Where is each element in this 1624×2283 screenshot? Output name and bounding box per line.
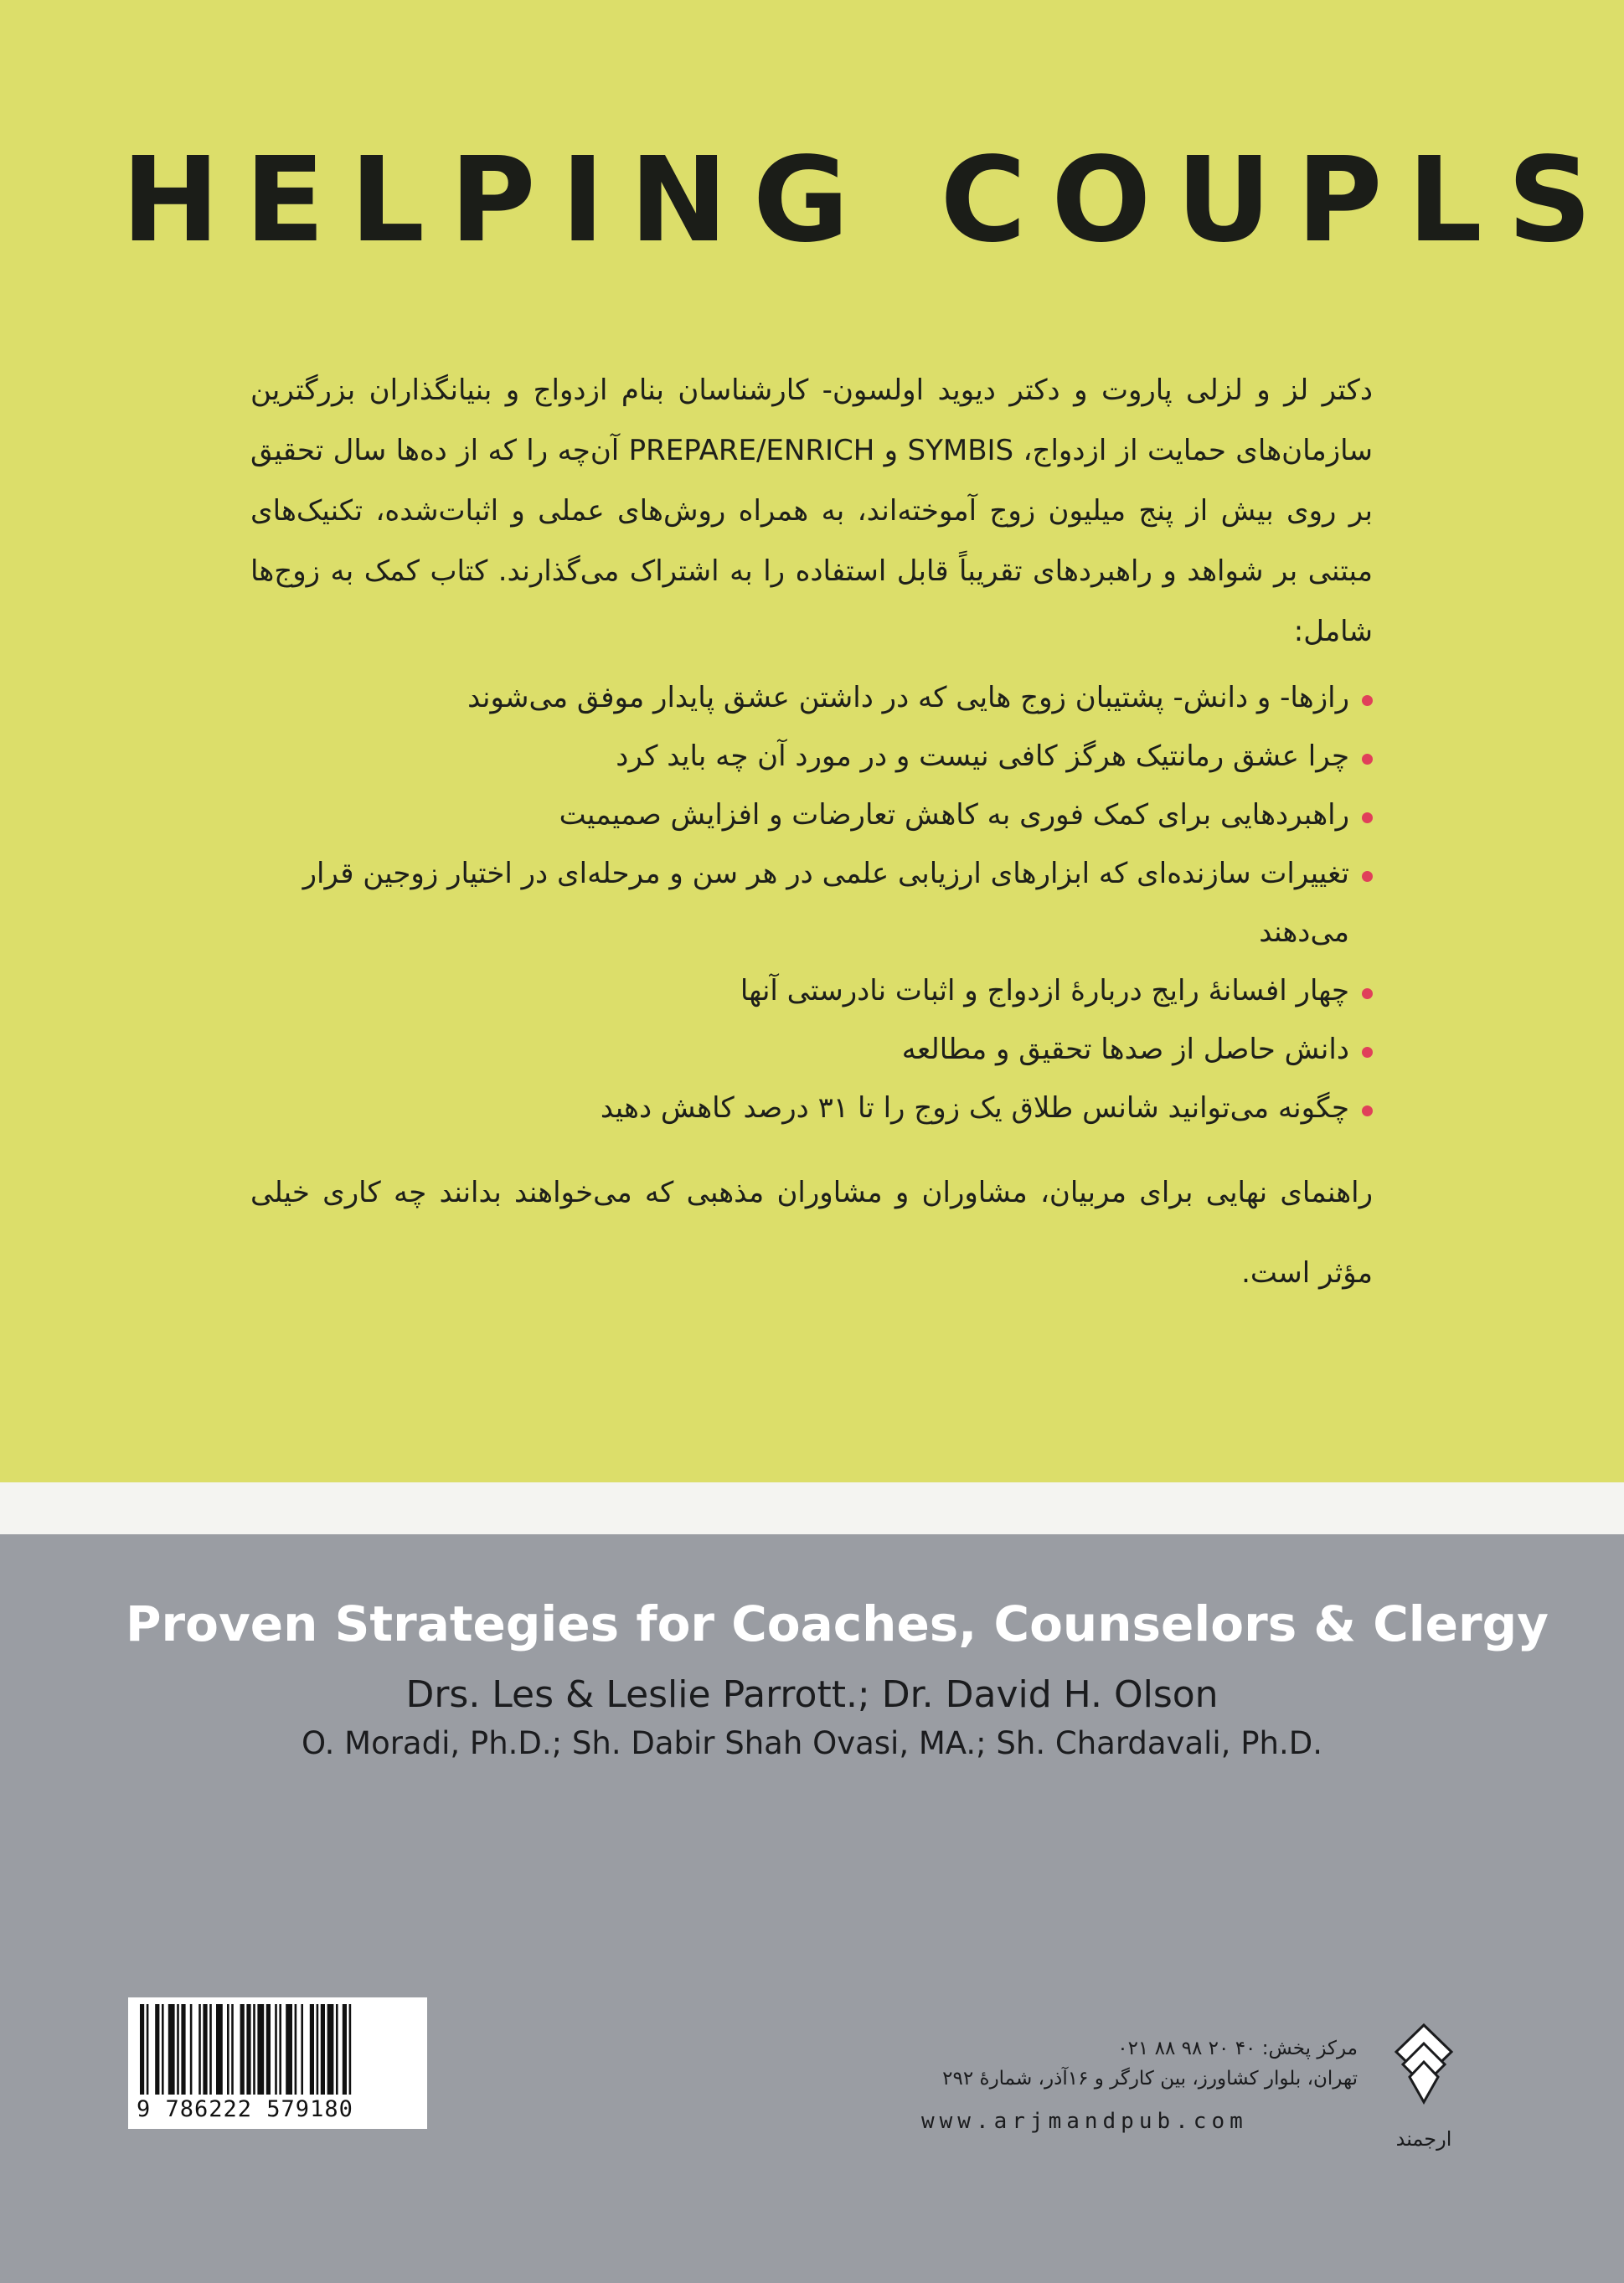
feature-item bbox=[250, 961, 1373, 1020]
barcode-bar bbox=[253, 2004, 255, 2095]
barcode-bar bbox=[321, 2004, 325, 2095]
closing-paragraph: راهنمای نهایی برای مربیان، مشاوران و مشاوران مذهبی که می‌خواهند بدانند چه کاری خیلی مؤثر است. bbox=[250, 1176, 1373, 1290]
feature-item bbox=[250, 1020, 1373, 1079]
isbn-barcode bbox=[128, 1997, 427, 2129]
feature-item bbox=[250, 727, 1373, 786]
barcode-bars bbox=[137, 2004, 419, 2095]
publisher-website: www.arjmandpub.com bbox=[921, 2109, 1248, 2134]
barcode-bar bbox=[343, 2004, 347, 2095]
barcode-bar bbox=[336, 2004, 338, 2095]
barcode-bar bbox=[231, 2004, 234, 2095]
intro-paragraph: دکتر لز و لزلی پاروت و دکتر دیوید اولسون- کارشناسان بنام ازدواج و بنیانگذاران بزرگترین سازمان‌های حمایت از ازدواج، SYMBIS و PREPARE/ENRICH آن‌چه را که از ده‌ها سال تحقیق بر روی بیش از پنج میلیون زوج آموخته‌اند، به همراه روش‌های عملی و اثبات‌شده، تکنیک‌های مبتنی بر شواهد و راهبردهای تقریباً قابل استفاده را به اشتراک می‌گذارند. کتاب کمک به زوج‌ها شامل: bbox=[250, 374, 1373, 648]
barcode-bar bbox=[168, 2004, 175, 2095]
publisher-logo-text: ارجمند bbox=[1395, 2127, 1452, 2151]
bullet-dot-icon bbox=[1362, 1047, 1373, 1058]
barcode-bar bbox=[301, 2004, 303, 2095]
barcode-bar bbox=[177, 2004, 179, 2095]
bullet-dot-icon bbox=[1362, 812, 1373, 823]
barcode-bar bbox=[295, 2004, 297, 2095]
barcode-bar bbox=[275, 2004, 277, 2095]
feature-text: راهبردهایی برای کمک فوری به کاهش تعارضات و افزایش صمیمیت bbox=[559, 798, 1349, 832]
feature-text: رازها- و دانش- پشتیبان زوج هایی که در داشتن عشق پایدار موفق می‌شوند bbox=[467, 681, 1349, 714]
barcode-bar bbox=[240, 2004, 245, 2095]
barcode-bar bbox=[209, 2004, 212, 2095]
barcode-bar bbox=[181, 2004, 185, 2095]
barcode-bar bbox=[162, 2004, 164, 2095]
bullet-dot-icon bbox=[1362, 988, 1373, 999]
barcode-bar bbox=[198, 2004, 201, 2095]
feature-text: چهار افسانهٔ رایج دربارهٔ ازدواج و اثبات نادرستی آنها bbox=[740, 974, 1349, 1008]
barcode-bar bbox=[147, 2004, 149, 2095]
bullet-dot-icon bbox=[1362, 695, 1373, 706]
barcode-bar bbox=[266, 2004, 271, 2095]
barcode-bar bbox=[327, 2004, 334, 2095]
feature-item bbox=[250, 668, 1373, 727]
feature-text: چرا عشق رمانتیک هرگز کافی نیست و در مورد آن چه باید کرد bbox=[616, 740, 1349, 773]
distribution-phone: مرکز پخش: ۴۰ ۲۰ ۹۸ ۸۸ ۰۲۱ bbox=[1117, 2038, 1358, 2059]
feature-text: دانش حاصل از صدها تحقیق و مطالعه bbox=[901, 1033, 1349, 1066]
isbn-digits: 9 786222 579180 bbox=[137, 2096, 353, 2122]
publisher-address: تهران، بلوار کشاورز، بین کارگر و ۱۶آذر، شمارهٔ ۲۹۲ bbox=[942, 2068, 1358, 2090]
publisher-info bbox=[771, 2033, 1358, 2094]
barcode-bar bbox=[349, 2004, 352, 2095]
subtitle: Proven Strategies for Coaches, Counselors & Clergy bbox=[126, 1595, 1549, 1652]
translators-line: O. Moradi, Ph.D.; Sh. Dabir Shah Ovasi, MA.; Sh. Chardavali, Ph.D. bbox=[302, 1725, 1322, 1761]
barcode-bar bbox=[246, 2004, 250, 2095]
barcode-bar bbox=[190, 2004, 193, 2095]
divider-band bbox=[0, 1482, 1624, 1534]
barcode-bar bbox=[216, 2004, 223, 2095]
bullet-dot-icon bbox=[1362, 871, 1373, 882]
book-title: HELPING COUPLS bbox=[121, 132, 1617, 269]
barcode-bar bbox=[257, 2004, 264, 2095]
feature-item bbox=[250, 1079, 1373, 1137]
feature-text: چگونه می‌توانید شانس طلاق یک زوج را تا ۳۱ درصد کاهش دهید bbox=[600, 1091, 1349, 1125]
bullet-dot-icon bbox=[1362, 1105, 1373, 1116]
barcode-bar bbox=[140, 2004, 144, 2095]
bullet-dot-icon bbox=[1362, 754, 1373, 765]
authors-line: Drs. Les & Leslie Parrott.; Dr. David H. Olson bbox=[405, 1673, 1219, 1716]
barcode-bar bbox=[227, 2004, 229, 2095]
publisher-logo-icon bbox=[1386, 2018, 1462, 2136]
feature-item bbox=[250, 786, 1373, 844]
feature-text: تغییرات سازنده‌ای که ابزارهای ارزیابی علمی در هر سن و مرحله‌ای در اختیار زوجین قرار می‌دهند bbox=[302, 857, 1349, 949]
feature-item bbox=[250, 844, 1373, 961]
barcode-bar bbox=[155, 2004, 159, 2095]
barcode-bar bbox=[286, 2004, 292, 2095]
barcode-bar bbox=[203, 2004, 207, 2095]
barcode-bar bbox=[317, 2004, 319, 2095]
feature-list bbox=[250, 668, 1373, 1137]
barcode-bar bbox=[279, 2004, 281, 2095]
barcode-bar bbox=[310, 2004, 314, 2095]
blurb-text bbox=[250, 360, 1373, 1313]
